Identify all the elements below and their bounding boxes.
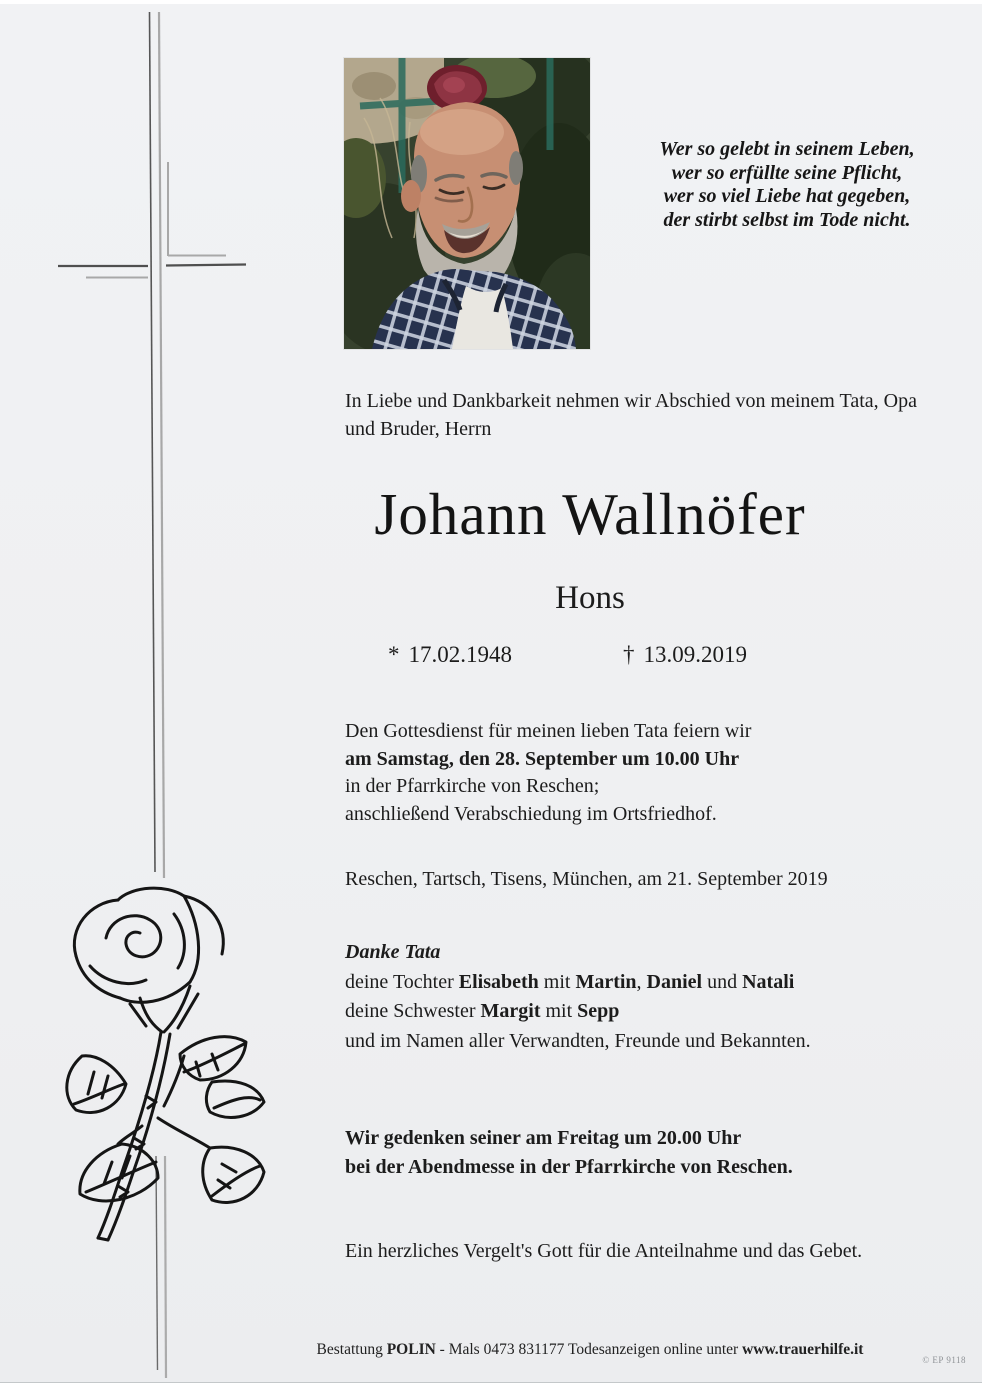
print-copyright: © EP 9118 (922, 1355, 966, 1365)
service-line: anschließend Verabschiedung im Ortsfriedhof. (345, 802, 717, 825)
intro-line: und Bruder, Herrn (345, 418, 492, 440)
family-line-all: und im Namen aller Verwandten, Freunde und Bekannten. (345, 1029, 811, 1052)
intro-text (345, 387, 945, 443)
verse-line: Wer so gelebt in seinem Leben, (659, 138, 915, 160)
family-line-sister: deine Schwester Margit mit Sepp (345, 1000, 620, 1022)
verse-line: wer so viel Liebe hat gegeben, (663, 185, 911, 208)
memorial-line: Wir gedenken seiner am Freitag um 20.00 Uhr (345, 1127, 742, 1149)
funeral-home-footer: Bestattung POLIN - Mals 0473 831177 Todesanzeigen online unter www.trauerhilfe.it (316, 1341, 864, 1358)
service-line: Den Gottesdienst für meinen lieben Tata feiern wir (345, 720, 752, 742)
page-bottom-edge (0, 1382, 982, 1383)
birth-date: * 17.02.1948 (388, 642, 512, 667)
place-dateline: Reschen, Tartsch, Tisens, München, am 21. September 2019 (345, 868, 828, 890)
intro-line: In Liebe und Dankbarkeit nehmen wir Abschied von meinem Tata, Opa (345, 390, 917, 412)
family-heading: Danke Tata (345, 941, 441, 963)
service-line: in der Pfarrkirche von Reschen; (345, 775, 600, 797)
rose-icon (60, 884, 268, 1256)
born-star-icon: * (388, 642, 400, 667)
life-dates (345, 642, 835, 672)
deceased-nickname: Hons (555, 580, 625, 616)
service-info (345, 718, 751, 828)
family-section (345, 938, 811, 1056)
family-line-daughter: deine Tochter Elisabeth mit Martin, Daniel und Natali (345, 970, 795, 993)
deceased-portrait-photo (344, 58, 590, 349)
service-datetime: am Samstag, den 28. September um 10.00 Uhr (345, 747, 740, 770)
memorial-mass-info (345, 1124, 793, 1181)
death-date: † 13.09.2019 (623, 642, 747, 667)
verse-line: wer so erfüllte seine Pflicht, (671, 161, 903, 184)
deceased-name: Johann Wallnöfer (374, 481, 806, 547)
verse-line: der stirbt selbst im Tode nicht. (663, 208, 911, 231)
gratitude-line: Ein herzliches Vergelt's Gott für die Anteilnahme und das Gebet. (345, 1240, 863, 1262)
memorial-line: bei der Abendmesse in der Pfarrkirche von Reschen. (345, 1155, 793, 1178)
memorial-verse (612, 138, 962, 232)
died-cross-icon: † (623, 642, 635, 667)
